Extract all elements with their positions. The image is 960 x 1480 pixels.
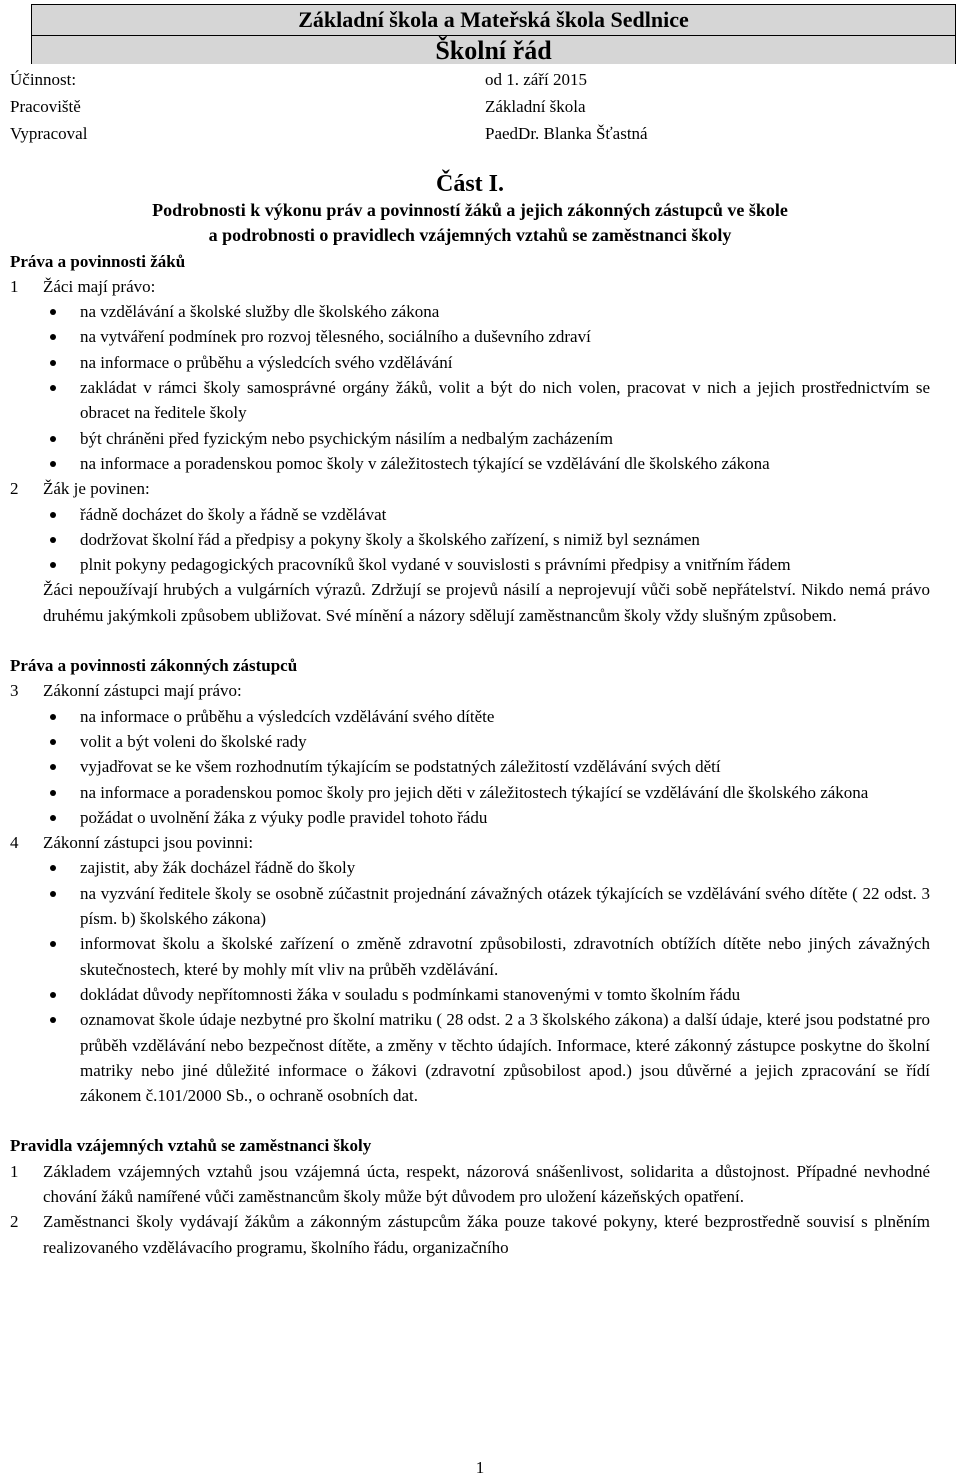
section-title: Práva a povinnosti žáků <box>10 251 186 271</box>
spacer <box>10 1108 930 1133</box>
item-text: Žák je povinen: <box>43 479 150 499</box>
numbered-item <box>10 476 930 501</box>
bullet-icon <box>50 1017 56 1023</box>
list-item-text: na informace a poradenskou pomoc školy pro jejich děti v záležitostech týkající se vzdělávání dle školského zákona <box>80 782 869 802</box>
list-item-text: na informace a poradenskou pomoc školy v záležitostech týkající se vzdělávání dle školského zákona <box>80 453 770 473</box>
list-item-text: dodržovat školní řád a předpisy a pokyny školy a školského zařízení, s nimiž byl seznámen <box>80 529 700 549</box>
bullet-icon <box>50 562 56 568</box>
list-item-text: na informace o průběhu a výsledcích svého vzdělávání <box>80 352 453 372</box>
list-item <box>10 375 930 426</box>
bullet-icon <box>50 865 56 871</box>
bullet-icon <box>50 764 56 770</box>
bullet-icon <box>50 385 56 391</box>
bullet-icon <box>50 512 56 518</box>
bullet-icon <box>50 537 56 543</box>
meta-label: Pracoviště <box>10 97 81 116</box>
bullet-icon <box>50 815 56 821</box>
bullet-icon <box>50 941 56 947</box>
main-title-line-2: a podrobnosti o pravidlech vzájemných vztahů se zaměstnanci školy <box>208 225 732 246</box>
numbered-item <box>10 1159 930 1210</box>
bullet-icon <box>50 790 56 796</box>
spacer <box>10 628 930 653</box>
list-item-text: na informace o průběhu a výsledcích vzdělávání svého dítěte <box>80 706 495 726</box>
list-item-text: zajistit, aby žák docházel řádně do školy <box>80 858 356 878</box>
header-box <box>31 4 956 64</box>
list-item <box>10 881 930 932</box>
item-number: 1 <box>10 1161 19 1181</box>
list-item-text: požádat o uvolnění žáka z výuky podle pravidel tohoto řádu <box>80 807 488 827</box>
numbered-item <box>10 678 930 703</box>
list-item <box>10 780 930 805</box>
document-content <box>10 170 930 1260</box>
page-number: 1 <box>475 1458 485 1477</box>
bullet-icon <box>50 436 56 442</box>
bullet-icon <box>50 714 56 720</box>
list-item <box>10 1007 930 1108</box>
item-number: 2 <box>10 479 19 499</box>
meta-value: Základní škola <box>485 97 586 116</box>
bullet-icon <box>50 309 56 315</box>
list-item-text: řádně docházet do školy a řádně se vzdělávat <box>80 504 387 524</box>
list-item <box>10 552 930 577</box>
numbered-item <box>10 830 930 855</box>
bullet-list <box>10 855 930 1108</box>
bullet-list <box>10 502 930 578</box>
list-item-text: dokládat důvody nepřítomnosti žáka v souladu s podmínkami stanovenými v tomto školním řádu <box>80 984 741 1004</box>
item-number: 4 <box>10 833 19 853</box>
list-item <box>10 299 930 324</box>
list-item <box>10 704 930 729</box>
item-text: Základem vzájemných vztahů jsou vzájemná úcta, respekt, názorová snášenlivost, solidarita a důstojnost. Případné nevhodné chování žáků namířené vůči zaměstnancům školy může být důvodem pro uložení kázeňských opatření. <box>43 1161 930 1206</box>
meta-value: PaedDr. Blanka Šťastná <box>485 124 648 143</box>
document-title: Školní řád <box>435 36 552 65</box>
bullet-icon <box>50 360 56 366</box>
list-item-text: vyjadřovat se ke všem rozhodnutím týkajícím se podstatných záležitostí vzdělávání svých dětí <box>80 757 721 777</box>
section-title: Pravidla vzájemných vztahů se zaměstnanci školy <box>10 1136 372 1156</box>
list-item-text: oznamovat škole údaje nezbytné pro školní matriku ( 28 odst. 2 a 3 školského zákona) a další údaje, které jsou podstatné pro průběh vzdělávání nebo bezpečnost dítěte, a změny v těchto údajích. Informace, které zákonný zástupce poskytne do školní matriky nebo jiné důležité informace o žákovi (zdravotní způsobilost apod.) jsou důvěrné a jejich zpracování se řídí zákonem č.101/2000 Sb., o ochraně osobních dat. <box>80 1010 930 1106</box>
bullet-icon <box>50 739 56 745</box>
item-text: Zákonní zástupci mají právo: <box>43 681 242 701</box>
list-item-text: zakládat v rámci školy samosprávné orgány žáků, volit a být do nich volen, pracovat v nich a jejich prostřednictvím se obracet na ředitele školy <box>80 378 930 423</box>
list-item-text: plnit pokyny pedagogických pracovníků škol vydané v souvislosti s právními předpisy a vnitřním řádem <box>80 555 791 575</box>
list-item-text: na vyzvání ředitele školy se osobně zúčastnit projednání závažných otázek týkajících se vzdělávání svého dítěte ( 22 odst. 3 písm. b) školského zákona) <box>80 883 930 929</box>
bullet-icon <box>50 334 56 340</box>
paragraph: Žáci nepoužívají hrubých a vulgárních výrazů. Zdržují se projevů násilí a neprojevují vůči sobě nepřátelství. Nikdo nemá právo druhému jakýmkoli způsobem ubližovat. Své mínění a názory sdělují zaměstnancům školy vždy slušným způsobem. <box>43 580 930 625</box>
list-item <box>10 729 930 754</box>
school-name: Základní škola a Mateřská škola Sedlnice <box>32 5 955 36</box>
list-item <box>10 426 930 451</box>
main-title-line-1: Podrobnosti k výkonu práv a povinností žáků a jejich zákonných zástupců ve škole <box>152 200 788 220</box>
list-item <box>10 982 930 1007</box>
list-item-text: na vytváření podmínek pro rozvoj tělesného, sociálního a duševního zdraví <box>80 327 591 347</box>
list-item <box>10 754 930 779</box>
list-item <box>10 931 930 982</box>
meta-label: Účinnost: <box>10 70 77 89</box>
item-number: 3 <box>10 681 19 701</box>
list-item <box>10 451 930 476</box>
meta-value: od 1. září 2015 <box>485 70 587 89</box>
item-text: Zákonní zástupci jsou povinni: <box>43 833 254 853</box>
item-text: Zaměstnanci školy vydávají žákům a zákonným zástupcům žáka pouze takové pokyny, které bezprostředně souvisí s plněním realizovaného vzdělávacího programu, školního řádu, organizačního <box>43 1212 930 1257</box>
bullet-icon <box>50 461 56 467</box>
bullet-list <box>10 299 930 476</box>
list-item <box>10 324 930 349</box>
meta-row-workplace <box>10 93 950 120</box>
list-item <box>10 805 930 830</box>
list-item-text: na vzdělávání a školské služby dle školského zákona <box>80 302 440 322</box>
item-number: 2 <box>10 1212 19 1232</box>
bullet-icon <box>50 891 56 897</box>
meta-label: Vypracoval <box>10 124 88 143</box>
list-item-text: volit a být voleni do školské rady <box>80 731 307 751</box>
bullet-list <box>10 704 930 830</box>
part-title: Část I. <box>435 171 504 197</box>
section-title: Práva a povinnosti zákonných zástupců <box>10 656 298 676</box>
list-item <box>10 350 930 375</box>
list-item-text: být chráněni před fyzickým nebo psychickým násilím a nedbalým zacházením <box>80 428 613 448</box>
numbered-item <box>10 1209 930 1260</box>
meta-row-author <box>10 120 950 147</box>
list-item <box>10 527 930 552</box>
bullet-icon <box>50 992 56 998</box>
list-item <box>10 502 930 527</box>
list-item <box>10 855 930 880</box>
list-item-text: informovat školu a školské zařízení o změně zdravotní způsobilosti, zdravotních obtížích dítěte nebo jiných závažných skutečnostech, které by mohly mít vliv na průběh vzdělávání. <box>80 934 930 979</box>
meta-table <box>10 66 950 147</box>
item-number: 1 <box>10 276 19 296</box>
numbered-item <box>10 274 930 299</box>
meta-row-effective <box>10 66 950 93</box>
item-text: Žáci mají právo: <box>43 276 156 296</box>
